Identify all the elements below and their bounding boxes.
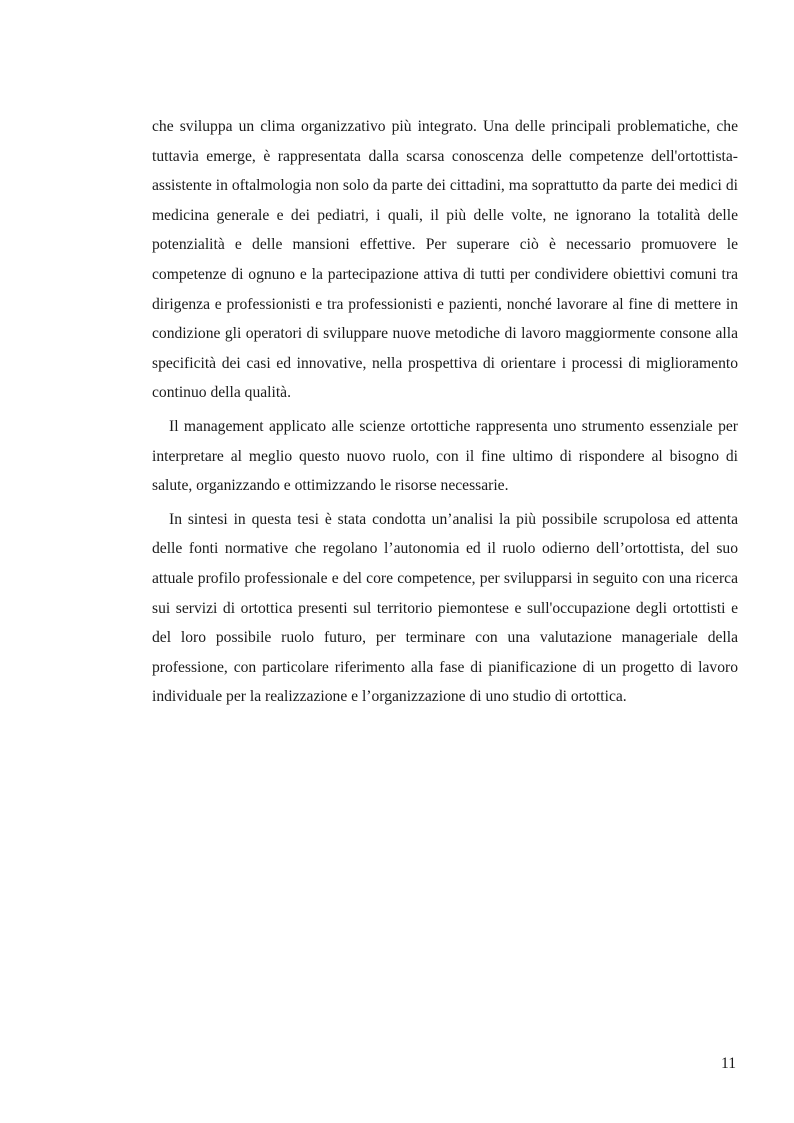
paragraph-summary: In sintesi in questa tesi è stata condotta un’analisi la più possibile scrupolosa ed attenta delle fonti normative che regolano l’autonomia ed il ruolo odierno dell’ortottista, del suo attuale profilo professionale e del core competence, per svilupparsi in seguito con una ricerca sui servizi di ortottica presenti sul territorio piemontese e sull'occupazione degli ortottisti e del loro possibile ruolo futuro, per terminare con una valutazione manageriale della professione, con particolare riferimento alla fase di pianificazione di un progetto di lavoro individuale per la realizzazione e l’organizzazione di uno studio di ortottica. [152,510,738,706]
page-number: 11 [720,1055,736,1072]
paragraph-management: Il management applicato alle scienze ortottiche rappresenta uno strumento essenziale per interpretare al meglio questo nuovo ruolo, con il fine ultimo di rispondere al bisogno di salute, organizzando e ottimizzando le risorse necessarie. [152,417,738,495]
paragraph-continuation: che sviluppa un clima organizzativo più integrato. Una delle principali problematiche, che tuttavia emerge, è rappresentata dalla scarsa conoscenza delle competenze dell'ortottista-assistente in oftalmologia non solo da parte dei cittadini, ma soprattutto da parte dei medici di medicina generale e dei pediatri, i quali, il più delle volte, ne ignorano la totalità delle potenzialità e delle mansioni effettive. Per superare ciò è necessario promuovere le competenze di ognuno e la partecipazione attiva di tutti per condividere obiettivi comuni tra dirigenza e professionisti e tra professionisti e pazienti, nonché lavorare al fine di mettere in condizione gli operatori di sviluppare nuove metodiche di lavoro maggiormente consone alla specificità dei casi ed innovative, nella prospettiva di orientare i processi di miglioramento continuo della qualità. [152,118,738,402]
body-text [152,112,738,712]
